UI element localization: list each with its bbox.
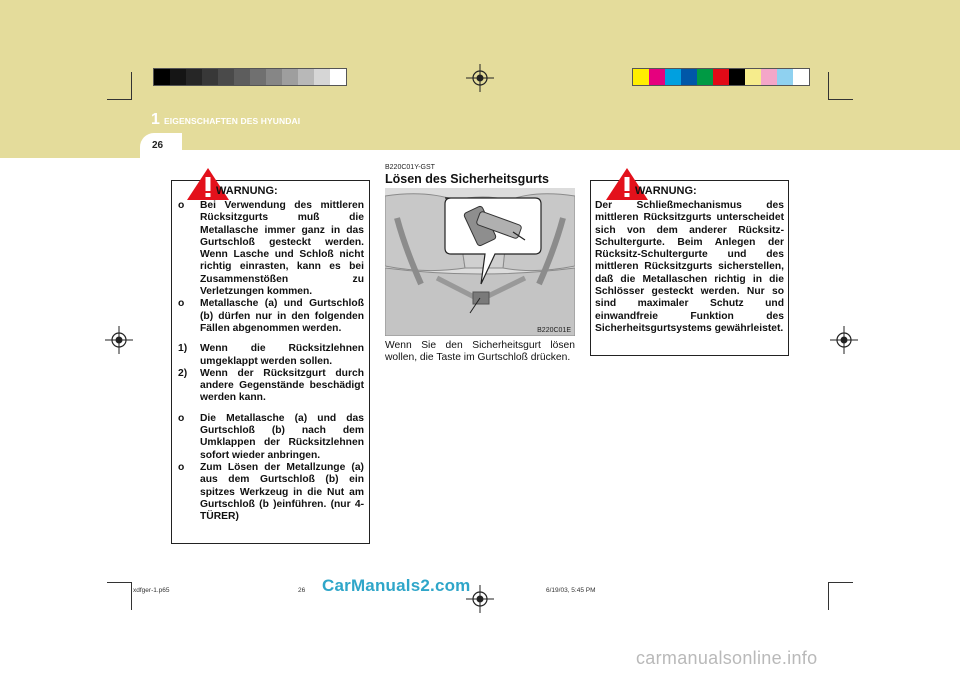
color-swatch	[186, 69, 202, 85]
color-swatch	[234, 69, 250, 85]
color-calibration-bar	[632, 68, 810, 86]
seatbelt-illustration	[385, 188, 575, 336]
crop-mark	[107, 99, 131, 100]
color-swatch	[793, 69, 809, 85]
color-swatch	[745, 69, 761, 85]
watermark-link[interactable]: CarManuals2.com	[322, 576, 471, 595]
right-warning-heading: WARNUNG:	[635, 185, 697, 197]
section-title: EIGENSCHAFTEN DES HYUNDAI	[164, 116, 301, 126]
color-swatch	[282, 69, 298, 85]
registration-mark-icon	[830, 326, 858, 354]
rear-seat-buckle-drawing	[385, 188, 575, 336]
left-warning-box	[171, 180, 370, 544]
header-band-tail	[0, 150, 140, 158]
list-item	[178, 413, 364, 462]
image-code: B220C01E	[537, 327, 571, 334]
crop-mark	[829, 99, 853, 100]
color-swatch	[681, 69, 697, 85]
color-swatch	[713, 69, 729, 85]
color-swatch	[154, 69, 170, 85]
reference-code: B220C01Y-GST	[385, 164, 435, 171]
list-marker: 1)	[178, 343, 188, 355]
footer-datetime: 6/19/03, 5:45 PM	[546, 587, 596, 594]
color-swatch	[170, 69, 186, 85]
color-swatch	[330, 69, 346, 85]
list-item	[178, 462, 364, 523]
crop-mark	[828, 72, 829, 100]
color-swatch	[697, 69, 713, 85]
list-item	[178, 200, 364, 298]
footer-file: xdfger-1.p65	[133, 587, 170, 594]
right-warning-box	[590, 180, 789, 356]
color-swatch	[729, 69, 745, 85]
color-swatch	[218, 69, 234, 85]
list-item	[178, 298, 364, 335]
list-marker: o	[178, 200, 185, 211]
color-swatch	[665, 69, 681, 85]
body-paragraph: Wenn Sie den Sicherheitsgurt lösen wollen, die Taste im Gurtschloß drücken.	[385, 340, 575, 364]
left-warning-list	[178, 200, 364, 523]
list-marker: o	[178, 298, 185, 310]
footer-page: 26	[298, 587, 306, 594]
grey-calibration-bar	[153, 68, 347, 86]
list-text: Wenn die Rücksitzlehnen umgeklappt werden sollen.	[200, 343, 364, 367]
crop-mark	[829, 582, 853, 583]
section-number: 1	[151, 111, 160, 128]
left-warning-heading: WARNUNG:	[216, 185, 278, 197]
color-swatch	[314, 69, 330, 85]
color-swatch	[761, 69, 777, 85]
list-marker: 2)	[178, 367, 188, 379]
page-number: 26	[152, 140, 164, 151]
color-swatch	[649, 69, 665, 85]
list-item	[178, 368, 364, 405]
list-text: Metallasche (a) und Gurtschloß (b) dürfen nur in den folgenden Fällen abgenommen werden.	[200, 298, 364, 334]
list-text: Zum Lösen der Metallzunge (a) aus dem Gurtschloß (b) ein spitzes Werkzeug in die Nut am Gurtschloß (b )einführen. (nur 4-TÜRER)	[200, 461, 364, 523]
list-marker: o	[178, 412, 185, 424]
color-swatch	[250, 69, 266, 85]
crop-mark	[107, 582, 131, 583]
registration-mark-icon	[466, 64, 494, 92]
color-swatch	[266, 69, 282, 85]
watermark-footer-link[interactable]: carmanualsonline.info	[636, 648, 818, 668]
list-text: Die Metallasche (a) und das Gurtschloß (b) nach dem Umklappen der Rücksitzlehnen sofort wieder anbringen.	[200, 412, 364, 461]
section-heading: Lösen des Sicherheitsgurts	[385, 172, 549, 186]
crop-mark	[131, 582, 132, 610]
color-swatch	[298, 69, 314, 85]
list-text: Wenn der Rücksitzgurt durch andere Gegenstände beschädigt werden kann.	[200, 367, 364, 404]
registration-mark-icon	[105, 326, 133, 354]
right-warning-text: Der Schließmechanismus des mittleren Rücksitzgurts unterscheidet sich von dem anderer Rücksitz-Schultergurte. Beim Anlegen der Rücksitz-Schultergurte und des mittleren Rücksitzgurts sicherstellen, daß die Metallaschen richtig in die Schlösser gesteckt werden. Nur so sind maximaler Schutz und einwandfreie Funktion des Sicherheitsgurtsystems gewährleistet.	[595, 200, 784, 334]
crop-mark	[131, 72, 132, 100]
list-text: Bei Verwendung des mittleren Rücksitzgurts muß die Metallasche immer ganz in das Gurtschloß gesteckt werden. Wenn Lasche und Schloß nicht richtig einrasten, kann es bei Zusammenstößen zu Verletzungen kommen.	[200, 200, 364, 298]
color-swatch	[777, 69, 793, 85]
list-item	[178, 343, 364, 368]
list-marker: o	[178, 461, 185, 473]
color-swatch	[202, 69, 218, 85]
color-swatch	[633, 69, 649, 85]
crop-mark	[828, 582, 829, 610]
